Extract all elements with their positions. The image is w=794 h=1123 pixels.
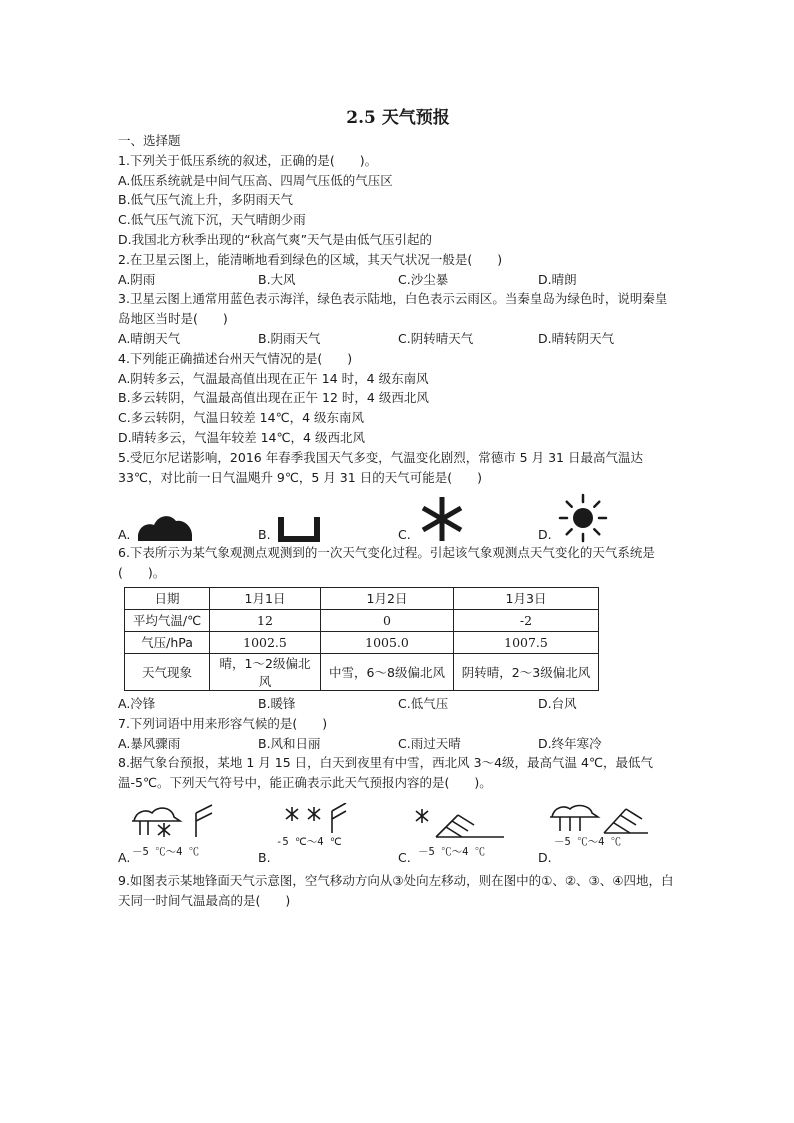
sunny-icon	[558, 493, 608, 543]
q7-options	[118, 734, 678, 754]
table-cell: 气压/hPa	[125, 631, 210, 653]
q3-stem: 3.卫星云图上通常用蓝色表示海洋，绿色表示陆地，白色表示云雨区。当秦皇岛为绿色时，说明秦皇岛地区当时是( )	[118, 291, 668, 327]
cloud-snow-wind-symbol-icon	[128, 803, 238, 863]
overcast-cloud-icon	[136, 505, 194, 543]
table-cell: 0	[321, 609, 454, 631]
q8-option-b-temp: -5 ℃～4 ℃	[276, 835, 342, 848]
table-header: 1月2日	[321, 587, 454, 609]
q1-option-b[interactable]: B.低气压气流上升，多阴雨天气	[118, 192, 294, 208]
q5-options	[118, 491, 678, 543]
q3-option-d[interactable]: D.晴转阴天气	[538, 330, 615, 346]
q8-option-c-temp: －5 ℃～4 ℃	[418, 845, 486, 858]
table-header-row	[125, 587, 599, 609]
q9-stem: 9.如图表示某地锋面天气示意图，空气移动方向从③处向左移动，则在图中的①、②、③、④四地，白天同一时间气温最高的是( )	[118, 872, 674, 908]
page-title: 2.5 天气预报	[346, 108, 450, 128]
snow-star-icon	[417, 495, 467, 543]
table-cell: 1002.5	[210, 631, 321, 653]
q2-option-d[interactable]: D.晴朗	[538, 271, 577, 287]
table-row	[125, 609, 599, 631]
q7-option-b[interactable]: B.风和日丽	[258, 735, 321, 751]
q1-option-d[interactable]: D.我国北方秋季出现的“秋高气爽”天气是由低气压引起的	[118, 231, 433, 247]
q5-stem: 5.受厄尔尼诺影响，2016 年春季我国天气多变，气温变化剧烈，常德市 5 月 31 日最高气温达 33℃，对比前一日气温飓升 9℃，5 月 31 日的天气可能是( )	[118, 449, 643, 485]
q8-option-c-label: C.	[398, 849, 411, 865]
weather-table	[124, 587, 599, 691]
q7-option-d[interactable]: D.终年寒冷	[538, 735, 602, 751]
q6-option-d[interactable]: D.台风	[538, 695, 577, 711]
q8-option-d[interactable]	[538, 803, 678, 865]
q8-option-c[interactable]	[398, 803, 538, 865]
q4-option-b[interactable]: B.多云转阴，气温最高值出现在正午 12 时，4 级西北风	[118, 390, 429, 406]
table-cell: 平均气温/℃	[125, 609, 210, 631]
q5-option-b-label: B.	[258, 527, 271, 543]
table-cell: 天气现象	[125, 653, 210, 690]
table-row	[125, 631, 599, 653]
q8-option-d-label: D.	[538, 849, 552, 865]
worksheet	[118, 105, 678, 911]
q3-options	[118, 329, 678, 349]
table-cell: 中雪，6～8级偏北风	[321, 653, 454, 690]
q8-option-d-temp: －5 ℃～4 ℃	[554, 835, 622, 848]
section-heading: 一、选择题	[118, 133, 181, 148]
q4-option-a[interactable]: A.阴转多云，气温最高值出现在正午 14 时，4 级东南风	[118, 370, 429, 386]
q8-option-a[interactable]	[118, 803, 258, 865]
table-cell: -2	[454, 609, 599, 631]
q5-option-c-label: C.	[398, 527, 411, 543]
q7-option-c[interactable]: C.雨过天晴	[398, 735, 461, 751]
q6-stem: 6.下表所示为某气象观测点观测到的一次天气变化过程。引起该气象观测点天气变化的天气系统是( )。	[118, 545, 655, 581]
q5-option-c[interactable]	[398, 495, 538, 543]
q8-options	[118, 803, 678, 865]
q8-option-a-label: A.	[118, 849, 131, 865]
q6-option-b[interactable]: B.暖锋	[258, 695, 296, 711]
q1-option-c[interactable]: C.低气压气流下沉，天气晴朗少雨	[118, 212, 306, 228]
q6-option-c[interactable]: C.低气压	[398, 695, 449, 711]
q7-option-a[interactable]: A.暴风骤雨	[118, 735, 181, 751]
table-cell: 1007.5	[454, 631, 599, 653]
q2-option-b[interactable]: B.大风	[258, 271, 296, 287]
table-cell: 1005.0	[321, 631, 454, 653]
q4-option-d[interactable]: D.晴转多云，气温年较差 14℃，4 级西北风	[118, 429, 365, 445]
frost-symbol-icon	[277, 513, 321, 543]
q2-option-a[interactable]: A.阴雨	[118, 271, 156, 287]
q3-option-a[interactable]: A.晴朗天气	[118, 330, 181, 346]
q1-stem: 1.下列关于低压系统的叙述，正确的是( )。	[118, 152, 378, 168]
q5-option-a[interactable]	[118, 505, 258, 543]
q1-option-a[interactable]: A.低压系统就是中间气压高、四周气压低的气压区	[118, 172, 393, 188]
q8-option-b-label: B.	[258, 849, 271, 865]
table-row	[125, 653, 599, 690]
q5-option-b[interactable]	[258, 513, 398, 543]
table-cell: 晴，1～2级偏北风	[210, 653, 321, 690]
rain-strong-wind-symbol-icon	[548, 803, 658, 863]
q6-options	[118, 694, 678, 714]
table-header: 1月3日	[454, 587, 599, 609]
q8-option-b[interactable]	[258, 803, 398, 865]
table-cell: 阴转晴，2～3级偏北风	[454, 653, 599, 690]
q5-option-d[interactable]	[538, 493, 678, 543]
snow-strong-wind-symbol-icon	[408, 803, 518, 863]
q5-option-a-label: A.	[118, 527, 131, 543]
table-header: 日期	[125, 587, 210, 609]
q4-option-c[interactable]: C.多云转阴，气温日较差 14℃，4 级东南风	[118, 410, 365, 426]
q6-option-a[interactable]: A.冷锋	[118, 695, 156, 711]
q3-option-c[interactable]: C.阴转晴天气	[398, 330, 474, 346]
q8-option-a-temp: －5 ℃～4 ℃	[132, 845, 200, 858]
q4-stem: 4.下列能正确描述台州天气情况的是( )	[118, 350, 353, 366]
q7-stem: 7.下列词语中用来形容气候的是( )	[118, 715, 328, 731]
q8-stem: 8.据气象台预报，某地 1 月 15 日，白天到夜里有中雪，西北风 3～4级，最高气温 4℃，最低气温-5℃。下列天气符号中，能正确表示此天气预报内容的是( )。	[118, 755, 654, 791]
q3-option-b[interactable]: B.阴雨天气	[258, 330, 321, 346]
q2-option-c[interactable]: C.沙尘暴	[398, 271, 449, 287]
q2-options	[118, 270, 678, 290]
table-header: 1月1日	[210, 587, 321, 609]
q5-option-d-label: D.	[538, 527, 552, 543]
table-cell: 12	[210, 609, 321, 631]
q2-stem: 2.在卫星云图上，能清晰地看到绿色的区域，其天气状况一般是( )	[118, 251, 503, 267]
snow-wind-symbol-icon	[268, 803, 378, 863]
